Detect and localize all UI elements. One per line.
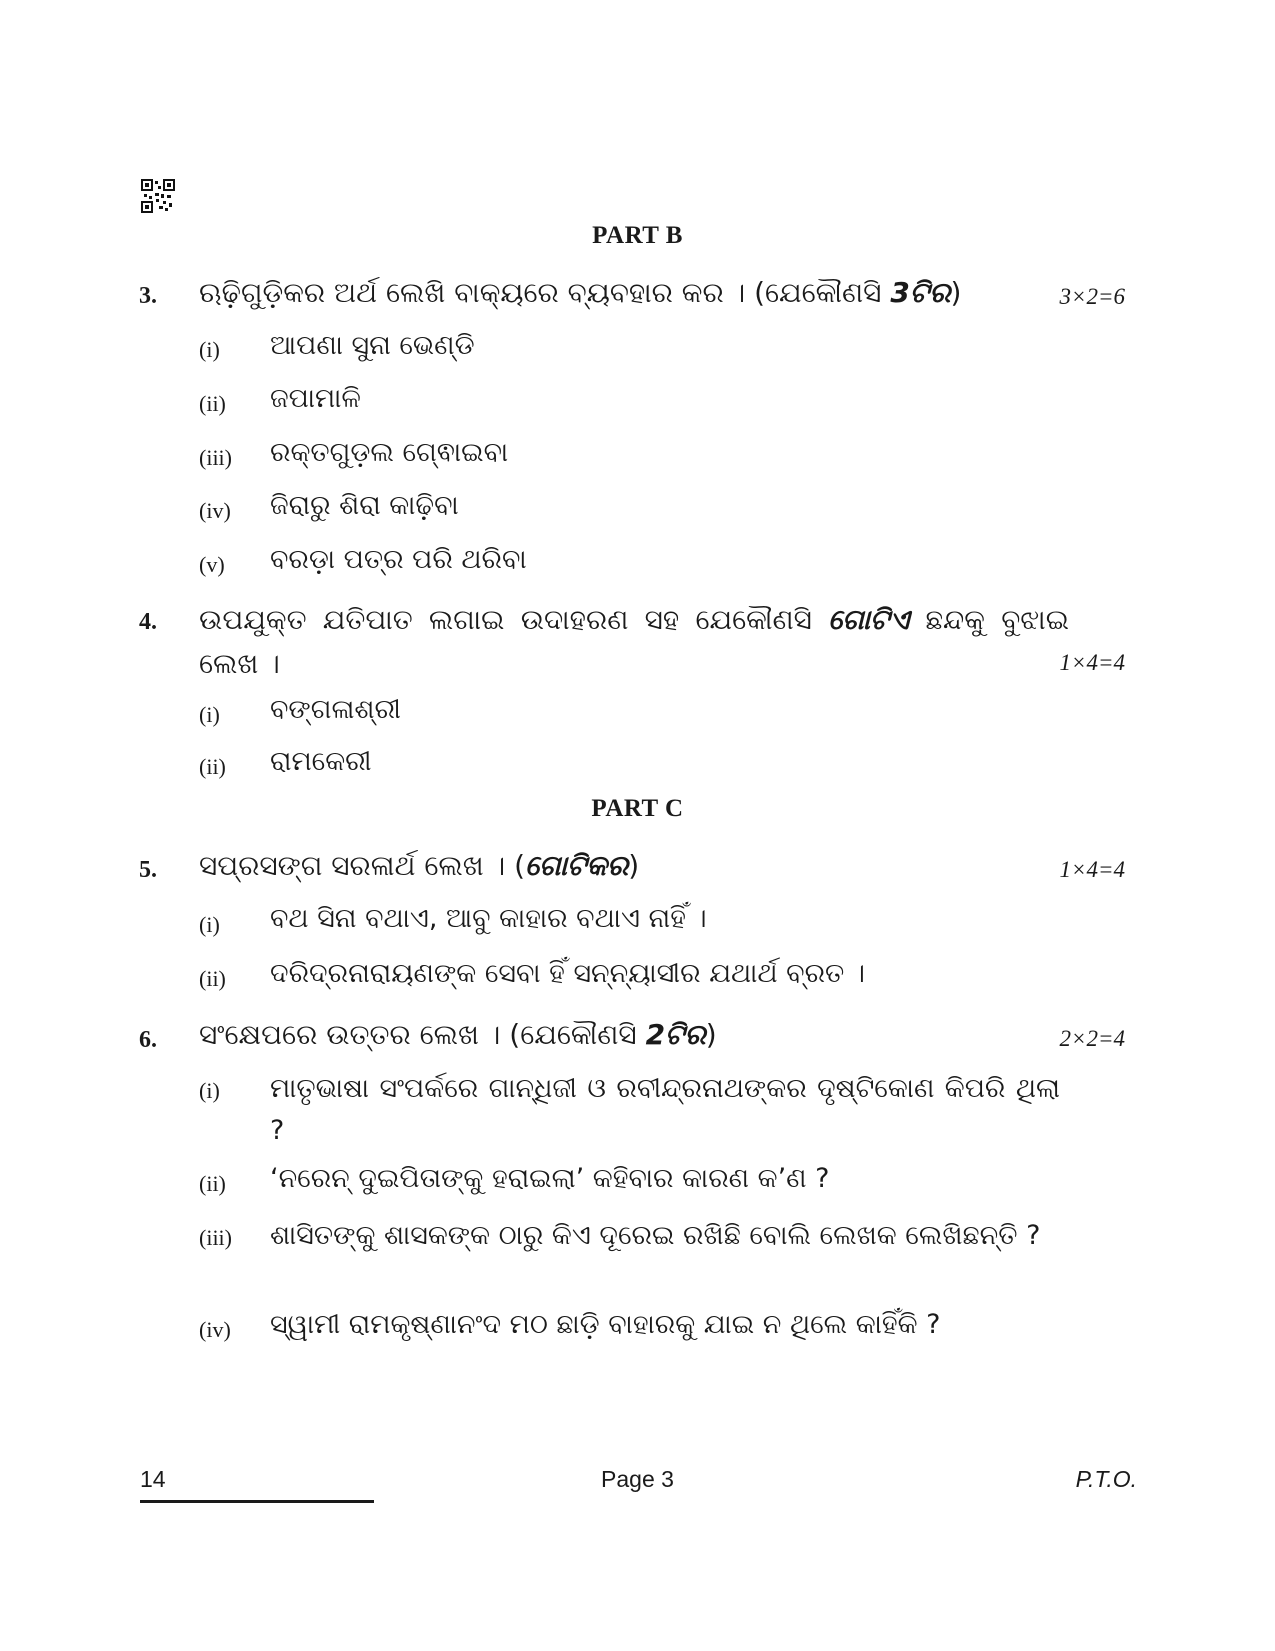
question-5-prompt: ସପ୍ରସଙ୍ଗ ସରଳାର୍ଥ ଲେଖ । ( (199, 849, 526, 882)
question-3-count: 3ଟିର (890, 276, 951, 309)
question-3-marks: 3×2=6 (1059, 284, 1125, 309)
question-4-text (199, 598, 1069, 686)
q6-item-label: (i) (199, 1078, 220, 1103)
question-4-prompt-end: ଛନ୍ଦକୁ ବୁଝାଇ ଲେଖ । (199, 603, 1069, 680)
q5-item-label: (i) (199, 912, 220, 937)
q6-item-text: ‘ନରେନ୍ ଦୁଇପିତାଙ୍କୁ ହରାଇଲା’ କହିବାର କାରଣ କ’ଣ ? (270, 1163, 830, 1194)
question-4-count: ଗୋଟିଏ (828, 603, 910, 636)
question-3-prompt: ଋଢ଼ିଗୁଡ଼ିକର ଅର୍ଥ ଲେଖି ବାକ୍ୟରେ ବ୍ୟବହାର କର । (ଯେକୌଣସି (199, 276, 891, 309)
question-3-text: ଋଢ଼ିଗୁଡ଼ିକର ଅର୍ଥ ଲେଖି ବାକ୍ୟରେ ବ୍ୟବହାର କର । (ଯେକୌଣସି 3ଟିର) (199, 276, 962, 309)
part-c-heading: PART C (591, 795, 684, 822)
q5-item-label: (ii) (199, 966, 226, 991)
q3-item-label: (v) (199, 552, 225, 577)
page-number: Page 3 (601, 1466, 674, 1492)
qr-code (141, 179, 175, 213)
part-b-heading: PART B (592, 222, 683, 249)
q6-item-text: ମାତୃଭାଷା ସଂପର୍କରେ ଗାନ୍ଧିଜୀ ଓ ରବୀନ୍ଦ୍ରନାଥଙ୍କର ଦୃଷ୍ଟିକୋଣ କିପରି ଥିଲା ? (270, 1073, 1060, 1146)
question-6-number: 6. (139, 1027, 157, 1053)
q3-item-label: (iv) (199, 498, 231, 523)
question-6-prompt: ସଂକ୍ଷେପରେ ଉତ୍ତର ଲେଖ । (ଯେକୌଣସି (199, 1018, 646, 1051)
question-5-marks: 1×4=4 (1059, 857, 1125, 882)
question-5-text: ସପ୍ରସଙ୍ଗ ସରଳାର୍ଥ ଲେଖ । (ଗୋଟିକର) (199, 849, 640, 882)
q3-item-label: (i) (199, 337, 220, 362)
question-4-prompt: ଉପଯୁକ୍ତ ଯତିପାତ ଲଗାଇ ଉଦାହରଣ ସହ ଯେକୌଣସି (199, 603, 829, 636)
q5-item-text: ବଥ ସିନା ବଥାଏ, ଆବୁ କାହାର ବଥାଏ ନାହିଁ । (270, 903, 707, 934)
q6-item-label: (iii) (199, 1225, 232, 1250)
q4-item-text: ବଙ୍ଗଳାଶ୍ରୀ (270, 694, 401, 725)
q3-item-text: ବରଡ଼ା ପତ୍ର ପରି ଥରିବା (270, 544, 527, 575)
q4-item-label: (i) (199, 702, 220, 727)
question-6-text: ସଂକ୍ଷେପରେ ଉତ୍ତର ଲେଖ । (ଯେକୌଣସି 2ଟିର) (199, 1018, 717, 1051)
q3-item-text: ଜପାମାଳି (270, 383, 361, 414)
q6-item-text: ସ୍ୱାମୀ ରାମକୃଷ୍ଣାନଂଦ ମଠ ଛାଡ଼ି ବାହାରକୁ ଯାଇ ନ ଥିଲେ କାହିଁକି ? (270, 1309, 941, 1340)
please-turn-over: P.T.O. (1075, 1466, 1137, 1492)
footer-divider (140, 1500, 374, 1503)
q5-item-text: ଦରିଦ୍ରନାରାୟଣଙ୍କ ସେବା ହିଁ ସନ୍ନ୍ୟାସୀର ଯଥାର୍ଥ ବ୍ରତ । (270, 958, 866, 989)
q3-item-text: ଜିରାରୁ ଶିରା କାଢ଼ିବା (270, 490, 459, 521)
q6-item-text: ଶାସିତଙ୍କୁ ଶାସକଙ୍କ ଠାରୁ କିଏ ଦୂରେଇ ରଖିଛି ବୋଲି ଲେଖକ ଲେଖିଛନ୍ତି ? (270, 1220, 1041, 1251)
question-4-marks: 1×4=4 (1059, 650, 1125, 675)
question-4-number: 4. (139, 609, 157, 635)
question-6-marks: 2×2=4 (1059, 1026, 1125, 1051)
q4-item-text: ରାମକେରୀ (270, 746, 372, 777)
question-3-number: 3. (139, 283, 157, 309)
q6-item-label: (ii) (199, 1171, 226, 1196)
question-6-count: 2ଟିର (645, 1018, 706, 1051)
question-5-count: ଗୋଟିକର (525, 849, 629, 882)
q6-item-label: (iv) (199, 1317, 231, 1342)
q3-item-text: ଆପଣା ସୁନା ଭେଣ୍ଡି (270, 330, 475, 361)
q4-item-label: (ii) (199, 754, 226, 779)
paper-code: 14 (140, 1466, 166, 1492)
q3-item-text: ରକ୍ତଗୁଡ଼ଲ ଗେ୍ଵାଇବା (270, 437, 509, 468)
q3-item-label: (iii) (199, 445, 232, 470)
question-5-number: 5. (139, 857, 157, 883)
q3-item-label: (ii) (199, 391, 226, 416)
